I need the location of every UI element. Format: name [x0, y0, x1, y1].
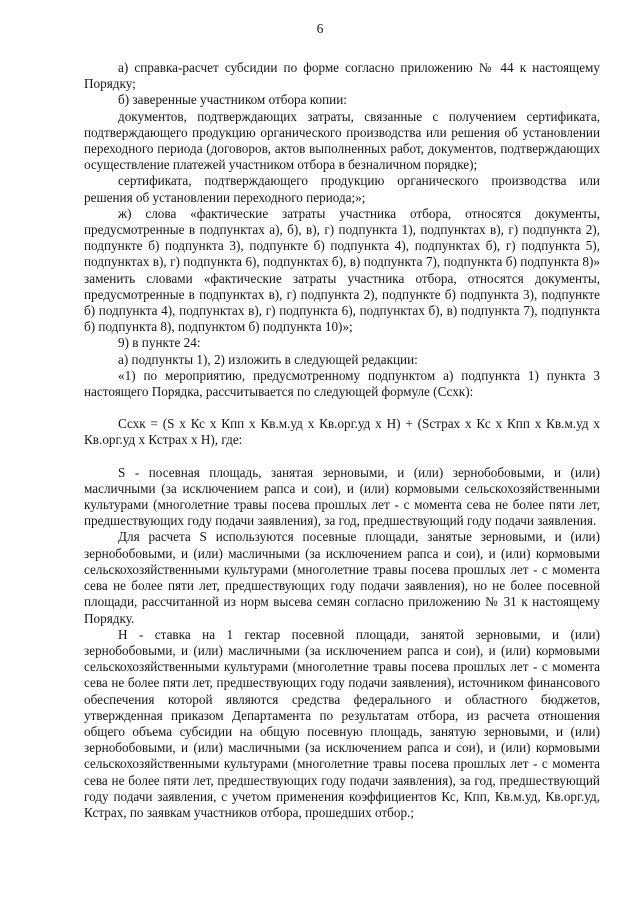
page-number: 6 [316, 21, 324, 36]
paragraph-subitems-1-2: а) подпункты 1), 2) изложить в следующей редакции: [118, 351, 418, 367]
document-body [84, 60, 600, 821]
paragraph-point-9: 9) в пункте 24: [118, 335, 201, 351]
paragraph-calculation-s: Для расчета S используются посевные площади, занятые зерновыми, и (или) зернобобовыми, и (или) масличными (за исключением рапса и сои), и (или) кормовыми сельскохозяйственными культурами (многолетние травы посева прошлых лет - с момента сева не более пяти лет, предшествующих году подачи заявления), но не более посевной площади, рассчитанной из норм высева семян согласно приложению № 31 к настоящему Порядку. [84, 529, 600, 626]
paragraph-measure-1: «1) по мероприятию, предусмотренному подпунктом а) подпункта 1) пункта 3 настоящего Порядка, рассчитывается по следующей формуле (Ссхк): [84, 367, 600, 400]
paragraph-item-a-calculation: а) справка-расчет субсидии по форме согласно приложению № 44 к настоящему Порядку; [84, 60, 600, 92]
paragraph-definition-h: Н - ставка на 1 гектар посевной площади, занятой зерновыми, и (или) зернобобовыми, и (или) масличными (за исключением рапса и сои), и (или) кормовыми сельскохозяйственными культурами (многолетние травы посева прошлых лет - с момента сева не более пяти лет, предшествующих году подачи заявления), источником финансового обеспечения которой являются средства федерального и областного бюджетов, утвержденная приказом Департамента по результатам отбора, из расчета отношения общего объема субсидии на общую посевную площадь, занятую зерновыми, и (или) зернобобовыми, и (или) масличными (за исключением рапса и сои), и (или) кормовыми сельскохозяйственными культурами (многолетние травы посева прошлых лет - с момента сева не более пяти лет, предшествующих году подачи заявления), за год, предшествующий году подачи заявления, с учетом применения коэффициентов Кс, Кпп, Кв.м.уд, Кв.орг.уд, Кстрах, по заявкам участников отбора, прошедших отбор.; [84, 626, 600, 820]
paragraph-item-zh-words: ж) слова «фактические затраты участника отбора, относятся документы, предусмотренные в подпунктах а), б), в), г) подпункта 1), подпунктах в), г) подпункта 2), подпункте б) подпункта 3), подпункте б) подпункта 4), подпунктах б), г) подпункта 5), подпунктах в), г) подпункта 6), подпунктах б), в) подпункта 7), подпункта б) подпункта 8)» заменить словами «фактические затраты участника отбора, относятся документы, предусмотренные в подпунктах в), г) подпункта 2), подпункте б) подпункта 3), подпункте б) подпункта 4), подпунктах в), г) подпункта 6), подпунктах б), в) подпункта 7), подпункта б) подпункта 8), подпунктом б) подпункта 10)»; [84, 205, 600, 335]
paragraph-item-b-copies: б) заверенные участником отбора копии: [118, 92, 347, 108]
paragraph-documents-costs: документов, подтверждающих затраты, связанные с получением сертификата, подтверждающего продукцию органического производства или решения об установлении переходного периода (договоров, актов выполненных работ, документов, подтверждающих осуществление платежей участником отбора в безналичном порядке); [84, 108, 600, 173]
paragraph-certificate: сертификата, подтверждающего продукцию органического производства или решения об установлении переходного периода;»; [84, 173, 600, 205]
paragraph-definition-s: S - посевная площадь, занятая зерновыми, и (или) зернобобовыми, и (или) масличными (за исключением рапса и сои), и (или) кормовыми сельскохозяйственными культурами (многолетние травы посева прошлых лет - с момента сева не более пяти лет, предшествующих году подачи заявления), за год, предшествующий году подачи заявления. [84, 464, 600, 529]
formula-sshk: Ссхк = (S x Кс x Кпп x Кв.м.уд x Кв.орг.уд x Н) + (Sстрах x Кс x Кпп x Кв.м.уд x Кв.орг.уд x Кстрах x Н), где: [84, 416, 600, 448]
